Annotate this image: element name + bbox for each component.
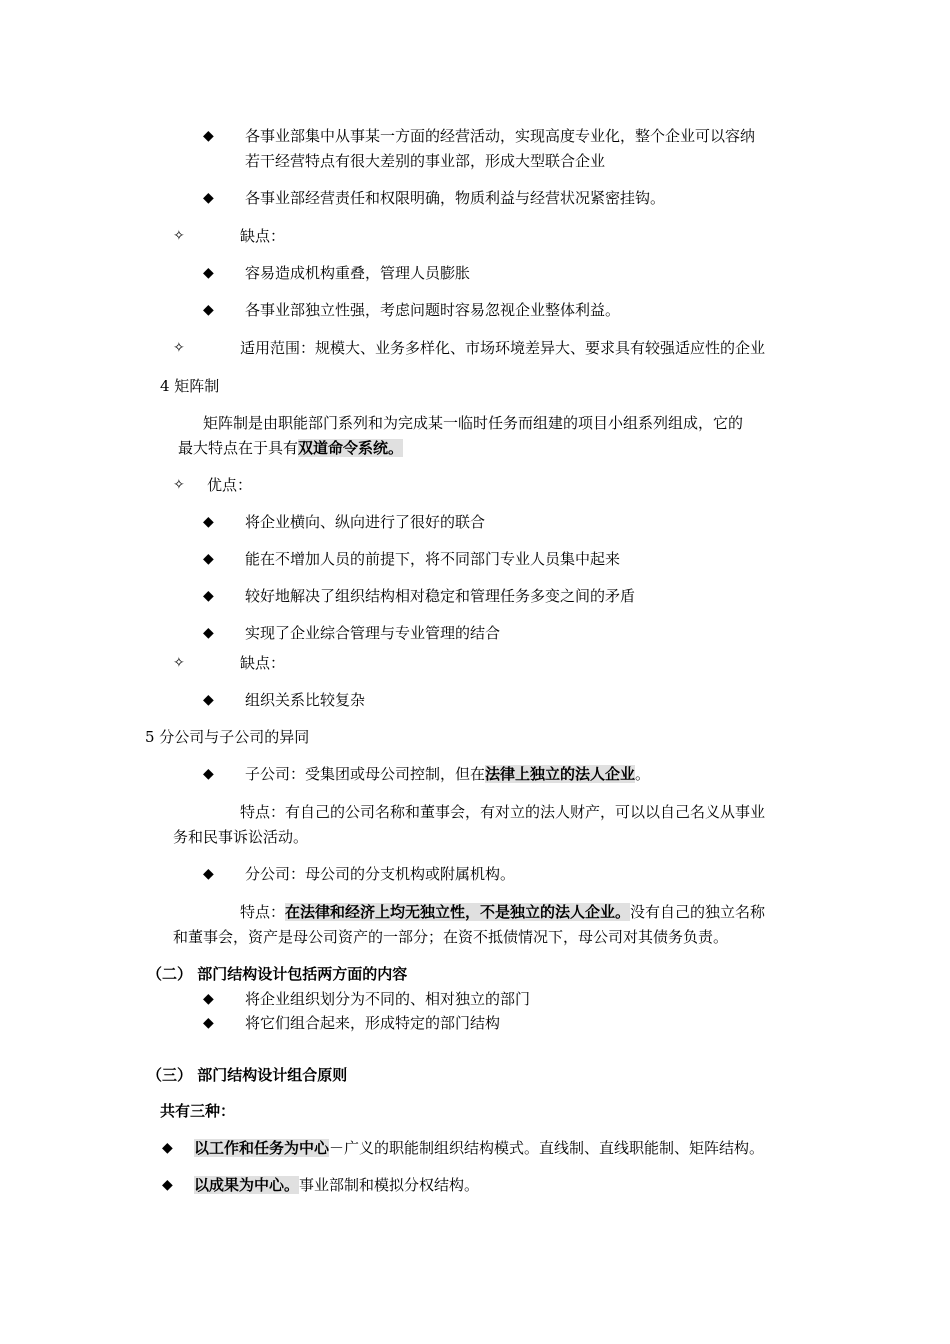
section-heading: 4 矩阵制	[160, 377, 220, 395]
diamond-bullet-icon: ◆	[203, 692, 214, 708]
text-line: 和董事会，资产是母公司资产的一部分；在资不抵债情况下，母公司对其债务负责。	[173, 928, 729, 946]
text-line: 矩阵制是由职能部门系列和为完成某一临时任务而组建的项目小组系列组成，它的	[203, 414, 744, 432]
text-line: 缺点：	[240, 654, 286, 672]
highlighted-text: 以工作和任务为中心	[194, 1139, 330, 1157]
text-line	[245, 764, 650, 784]
text-line	[194, 1175, 479, 1195]
diamond-bullet-icon: ◆	[203, 625, 214, 641]
text-line: 务和民事诉讼活动。	[173, 828, 309, 846]
text-line: 实现了企业综合管理与专业管理的结合	[245, 624, 501, 642]
text-line	[240, 902, 765, 922]
diamond-bullet-icon: ◆	[203, 1015, 214, 1031]
text-line: 若干经营特点有很大差别的事业部，形成大型联合企业	[245, 152, 606, 170]
text-line: 各事业部集中从事某一方面的经营活动，实现高度专业化，整个企业可以容纳	[245, 127, 756, 145]
text-line: 各事业部经营责任和权限明确，物质利益与经营状况紧密挂钩。	[245, 189, 666, 207]
diamond-bullet-icon: ◆	[162, 1177, 173, 1193]
text-line: 特点：有自己的公司名称和董事会，有对立的法人财产，可以以自己名义从事业	[240, 803, 766, 821]
text-line: 分公司：母公司的分支机构或附属机构。	[245, 865, 516, 883]
text-span: 。	[635, 765, 651, 783]
diamond-bullet-icon: ◆	[203, 190, 214, 206]
star-bullet-icon: ✧	[173, 228, 185, 244]
diamond-bullet-icon: ◆	[162, 1140, 173, 1156]
text-line: 能在不增加人员的前提下，将不同部门专业人员集中起来	[245, 550, 621, 568]
diamond-bullet-icon: ◆	[203, 588, 214, 604]
text-line: 缺点：	[240, 227, 286, 245]
text-line: 将它们组合起来，形成特定的部门结构	[245, 1014, 501, 1032]
text-line: 组织关系比较复杂	[245, 691, 366, 709]
diamond-bullet-icon: ◆	[203, 265, 214, 281]
diamond-bullet-icon: ◆	[203, 514, 214, 530]
subsection-heading: （二） 部门结构设计包括两方面的内容	[147, 965, 408, 983]
text-line	[194, 1138, 764, 1158]
diamond-bullet-icon: ◆	[203, 766, 214, 782]
highlighted-text: 以成果为中心。	[194, 1176, 300, 1194]
text-line: 适用范围：规模大、业务多样化、市场环境差异大、要求具有较强适应性的企业	[240, 339, 766, 357]
text-line: 将企业组织划分为不同的、相对独立的部门	[245, 990, 531, 1008]
text-line: 容易造成机构重叠，管理人员膨胀	[245, 264, 471, 282]
text-span: 事业部制和模拟分权结构。	[299, 1176, 480, 1194]
star-bullet-icon: ✧	[173, 477, 185, 493]
text-line: 将企业横向、纵向进行了很好的联合	[245, 513, 486, 531]
diamond-bullet-icon: ◆	[203, 551, 214, 567]
text-span: －广义的职能制组织结构模式。直线制、直线职能制、矩阵结构。	[329, 1139, 765, 1157]
text-line	[178, 438, 403, 458]
diamond-bullet-icon: ◆	[203, 866, 214, 882]
text-span: 特点：	[240, 903, 286, 921]
highlighted-text: 法律上独立的法人企业	[485, 765, 636, 783]
text-line: 较好地解决了组织结构相对稳定和管理任务多变之间的矛盾	[245, 587, 636, 605]
text-span: 没有自己的独立名称	[630, 903, 766, 921]
text-span: 最大特点在于具有	[178, 439, 299, 457]
text-line: 优点：	[207, 476, 253, 494]
text-line: 共有三种：	[160, 1102, 236, 1120]
diamond-bullet-icon: ◆	[203, 302, 214, 318]
subsection-heading: （三） 部门结构设计组合原则	[147, 1066, 348, 1084]
text-span: 子公司：受集团或母公司控制，但在	[245, 765, 486, 783]
star-bullet-icon: ✧	[173, 655, 185, 671]
section-heading: 5 分公司与子公司的异同	[145, 728, 310, 746]
diamond-bullet-icon: ◆	[203, 991, 214, 1007]
star-bullet-icon: ✧	[173, 340, 185, 356]
highlighted-text: 在法律和经济上均无独立性，不是独立的法人企业。	[285, 903, 631, 921]
diamond-bullet-icon: ◆	[203, 128, 214, 144]
text-line: 各事业部独立性强，考虑问题时容易忽视企业整体利益。	[245, 301, 621, 319]
highlighted-text: 双道命令系统。	[298, 439, 404, 457]
